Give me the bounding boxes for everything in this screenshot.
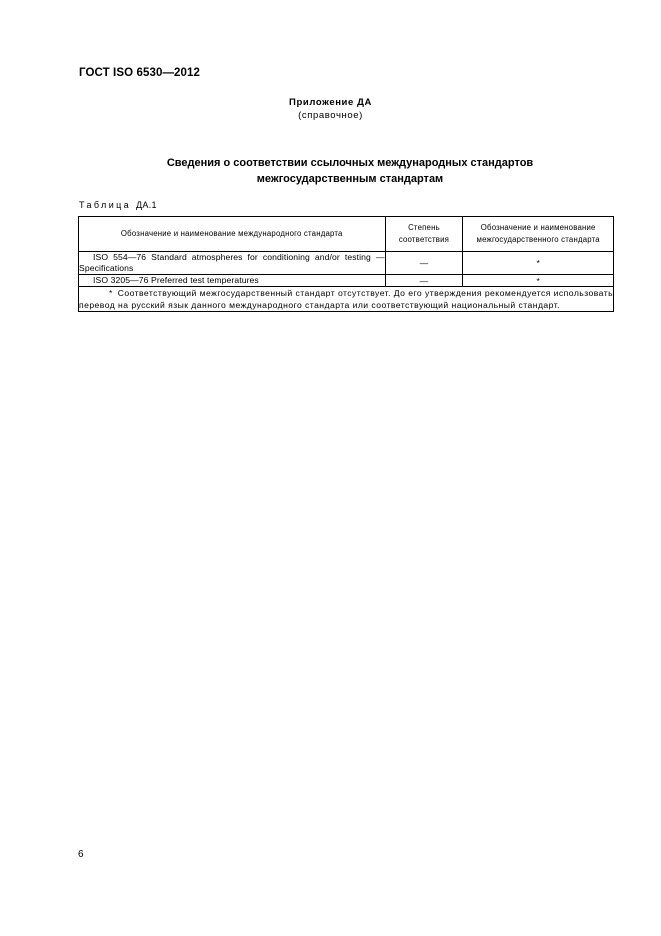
section-title-line-1: Сведения о соответствии ссылочных международных стандартов bbox=[166, 157, 534, 169]
interstate-standard-cell: * bbox=[463, 275, 614, 287]
table-row bbox=[79, 252, 614, 275]
section-title-line-2: межгосударственным стандартам bbox=[256, 173, 444, 185]
column-header-label-line-1: Обозначение и наименование bbox=[480, 223, 596, 232]
footnote-mark: * bbox=[109, 288, 113, 298]
column-header-label: Обозначение и наименование международного стандарта bbox=[120, 229, 343, 238]
international-standard-cell: ISO 554—76 Standard atmospheres for conditioning and/or testing — Specifications bbox=[79, 252, 385, 273]
table-footnote-row bbox=[79, 287, 614, 312]
table-caption-number: ДА.1 bbox=[136, 200, 157, 210]
appendix-heading bbox=[0, 96, 661, 122]
column-header-interstate-standard bbox=[463, 217, 614, 252]
table-footnote bbox=[79, 287, 614, 312]
column-header-label-line-2: соответствия bbox=[398, 235, 450, 244]
column-header-label-line-1: Степень bbox=[408, 223, 440, 232]
column-header-degree bbox=[385, 217, 463, 252]
degree-cell: — bbox=[385, 252, 463, 275]
section-title bbox=[90, 155, 610, 187]
appendix-subtitle: (справочное) bbox=[298, 110, 363, 121]
standards-table bbox=[78, 216, 614, 312]
degree-cell: — bbox=[385, 275, 463, 287]
page-number: 6 bbox=[78, 849, 84, 860]
column-header-label-line-2: межгосударственного стандарта bbox=[476, 235, 600, 244]
table-row bbox=[79, 275, 614, 287]
table-caption bbox=[79, 200, 157, 210]
table-header-row bbox=[79, 217, 614, 252]
document-code: ГОСТ ISO 6530—2012 bbox=[79, 67, 201, 79]
column-header-international-standard bbox=[79, 217, 386, 252]
footnote-text: Соответствующий межгосударственный стандарт отсутствует. До его утверждения рекомендуется использовать перевод на русский язык данного международного стандарта или соответствующий национальный стандарт. bbox=[79, 288, 614, 310]
interstate-standard-cell: * bbox=[463, 252, 614, 275]
international-standard-cell: ISO 3205—76 Preferred test temperatures bbox=[79, 275, 386, 287]
appendix-title: Приложение ДА bbox=[289, 97, 372, 108]
table-caption-label: Таблица bbox=[79, 200, 132, 210]
